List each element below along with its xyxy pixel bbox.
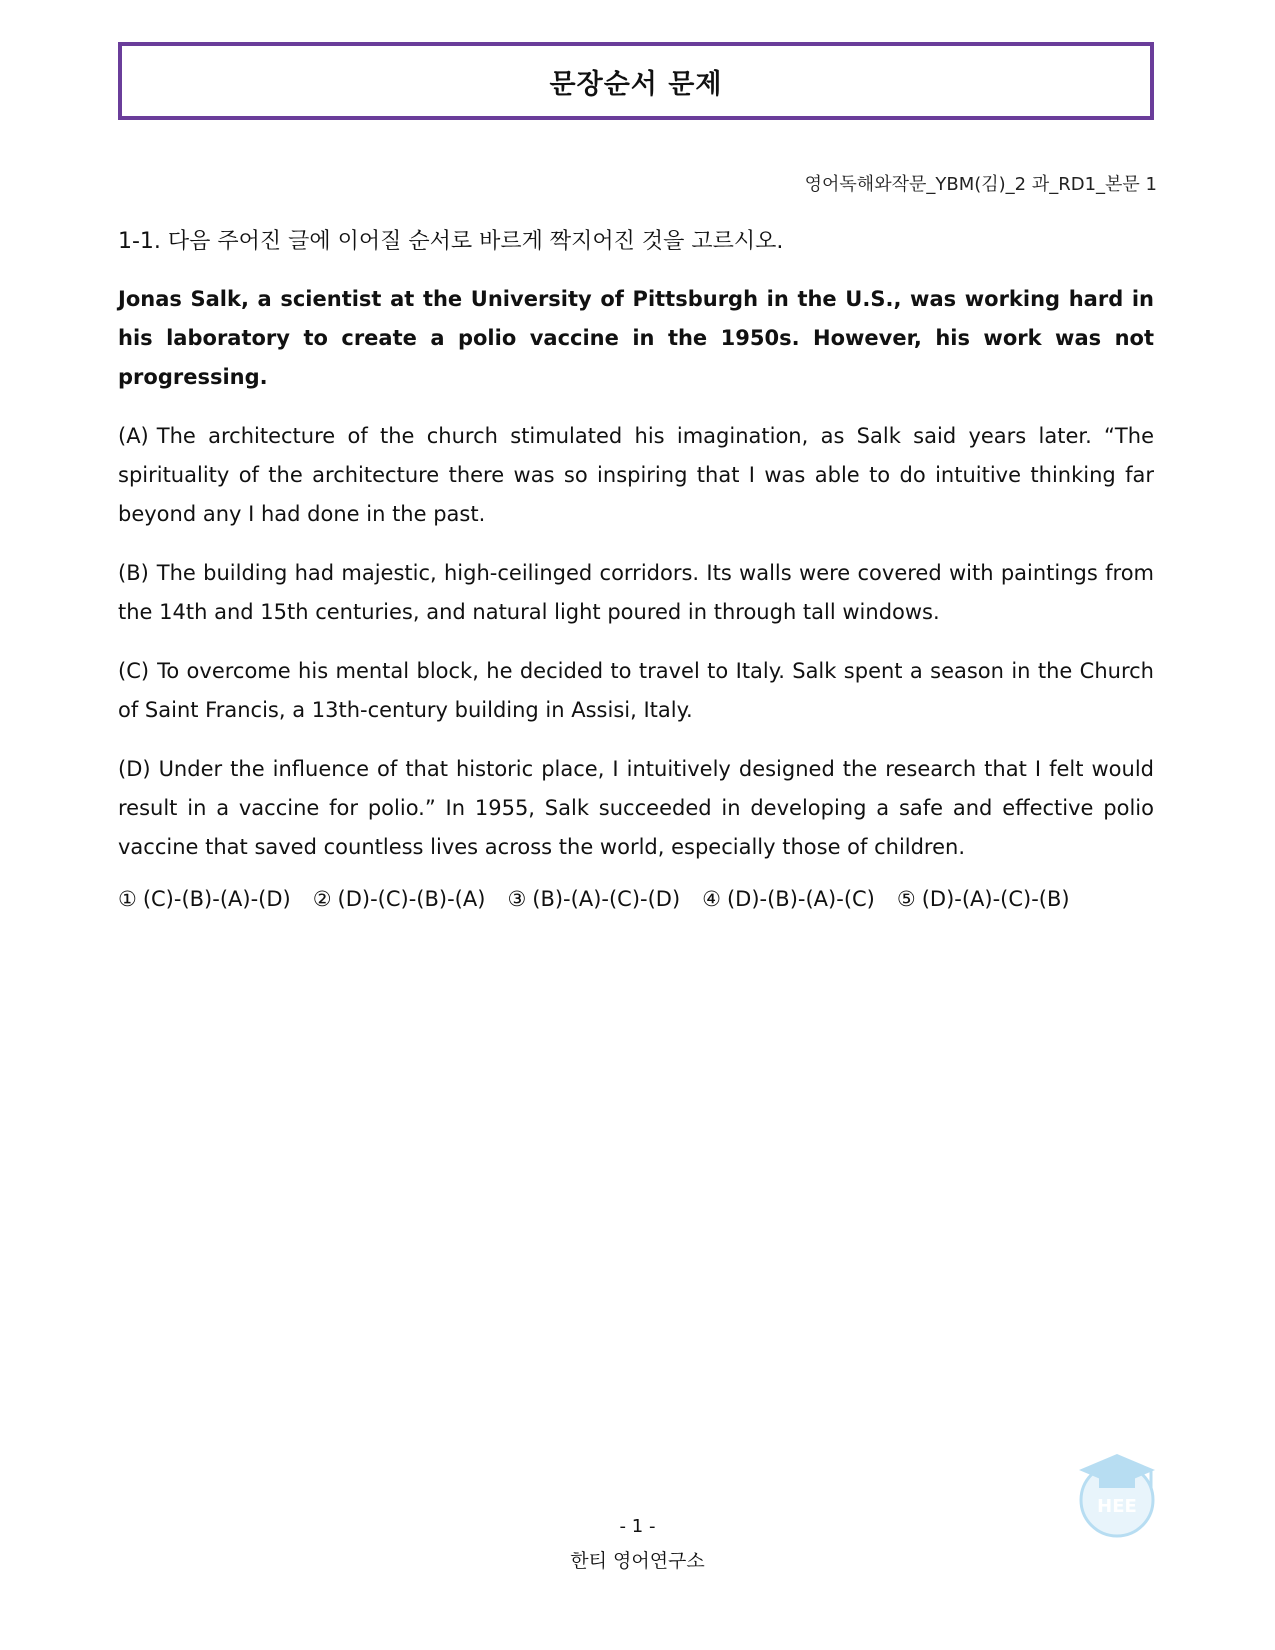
question-prompt: 1-1. 다음 주어진 글에 이어질 순서로 바르게 짝지어진 것을 고르시오. — [118, 229, 784, 254]
passage — [118, 280, 1154, 911]
paragraph-mark: (B) — [118, 561, 149, 585]
paragraph-b — [118, 554, 1154, 632]
answer-options — [118, 887, 1154, 911]
option-number: ① — [118, 887, 137, 911]
page-number: - 1 - — [619, 1516, 656, 1537]
title-box — [118, 42, 1154, 120]
option-number: ⑤ — [896, 887, 916, 911]
paragraph-a — [118, 417, 1154, 534]
paragraph-d — [118, 750, 1154, 867]
paragraph-c — [118, 652, 1154, 730]
option-4[interactable] — [702, 887, 875, 911]
logo-text: HEE — [1097, 1496, 1137, 1517]
paragraph-text: The building had majestic, high-ceilinged corridors. Its walls were covered with paintings from the 14th and 15th centuries, and natural light poured in through tall windows. — [118, 561, 1154, 624]
paragraph-mark: (A) — [118, 424, 149, 448]
option-number: ③ — [507, 887, 527, 911]
option-3[interactable] — [507, 887, 680, 911]
option-text: (D)-(C)-(B)-(A) — [337, 887, 486, 911]
option-text: (D)-(A)-(C)-(B) — [921, 887, 1070, 911]
paragraph-text: The architecture of the church stimulated his imagination, as Salk said years later. “The spirituality of the architecture there was so inspiring that I was able to do intuitive thinking far beyond any I had done in the past. — [118, 424, 1154, 526]
paragraph-text: To overcome his mental block, he decided to travel to Italy. Salk spent a season in the Church of Saint Francis, a 13th-century building in Assisi, Italy. — [118, 659, 1154, 722]
footer-organization: 한티 영어연구소 — [570, 1550, 705, 1572]
option-5[interactable] — [897, 887, 1070, 911]
source-label: 영어독해와작문_YBM(김)_2 과_RD1_본문 1 — [804, 174, 1157, 195]
page-title: 문장순서 문제 — [549, 68, 723, 100]
paragraph-text: Under the influence of that historic place, I intuitively designed the research that I felt would result in a vaccine for polio.” In 1955, Salk succeeded in developing a safe and effective polio vaccine that saved countless lives across the world, especially those of children. — [118, 757, 1154, 859]
option-text: (D)-(B)-(A)-(C) — [726, 887, 875, 911]
option-number: ④ — [702, 887, 721, 911]
option-1[interactable] — [118, 887, 291, 911]
paragraph-mark: (D) — [118, 757, 151, 781]
intro-passage: Jonas Salk, a scientist at the University of Pittsburgh in the U.S., was working hard in his laboratory to create a polio vaccine in the 1950s. However, his work was not progressing. — [118, 287, 1154, 389]
option-text: (C)-(B)-(A)-(D) — [142, 887, 291, 911]
option-number: ② — [312, 887, 332, 911]
option-text: (B)-(A)-(C)-(D) — [532, 887, 681, 911]
option-2[interactable] — [313, 887, 486, 911]
paragraph-mark: (C) — [118, 659, 150, 683]
